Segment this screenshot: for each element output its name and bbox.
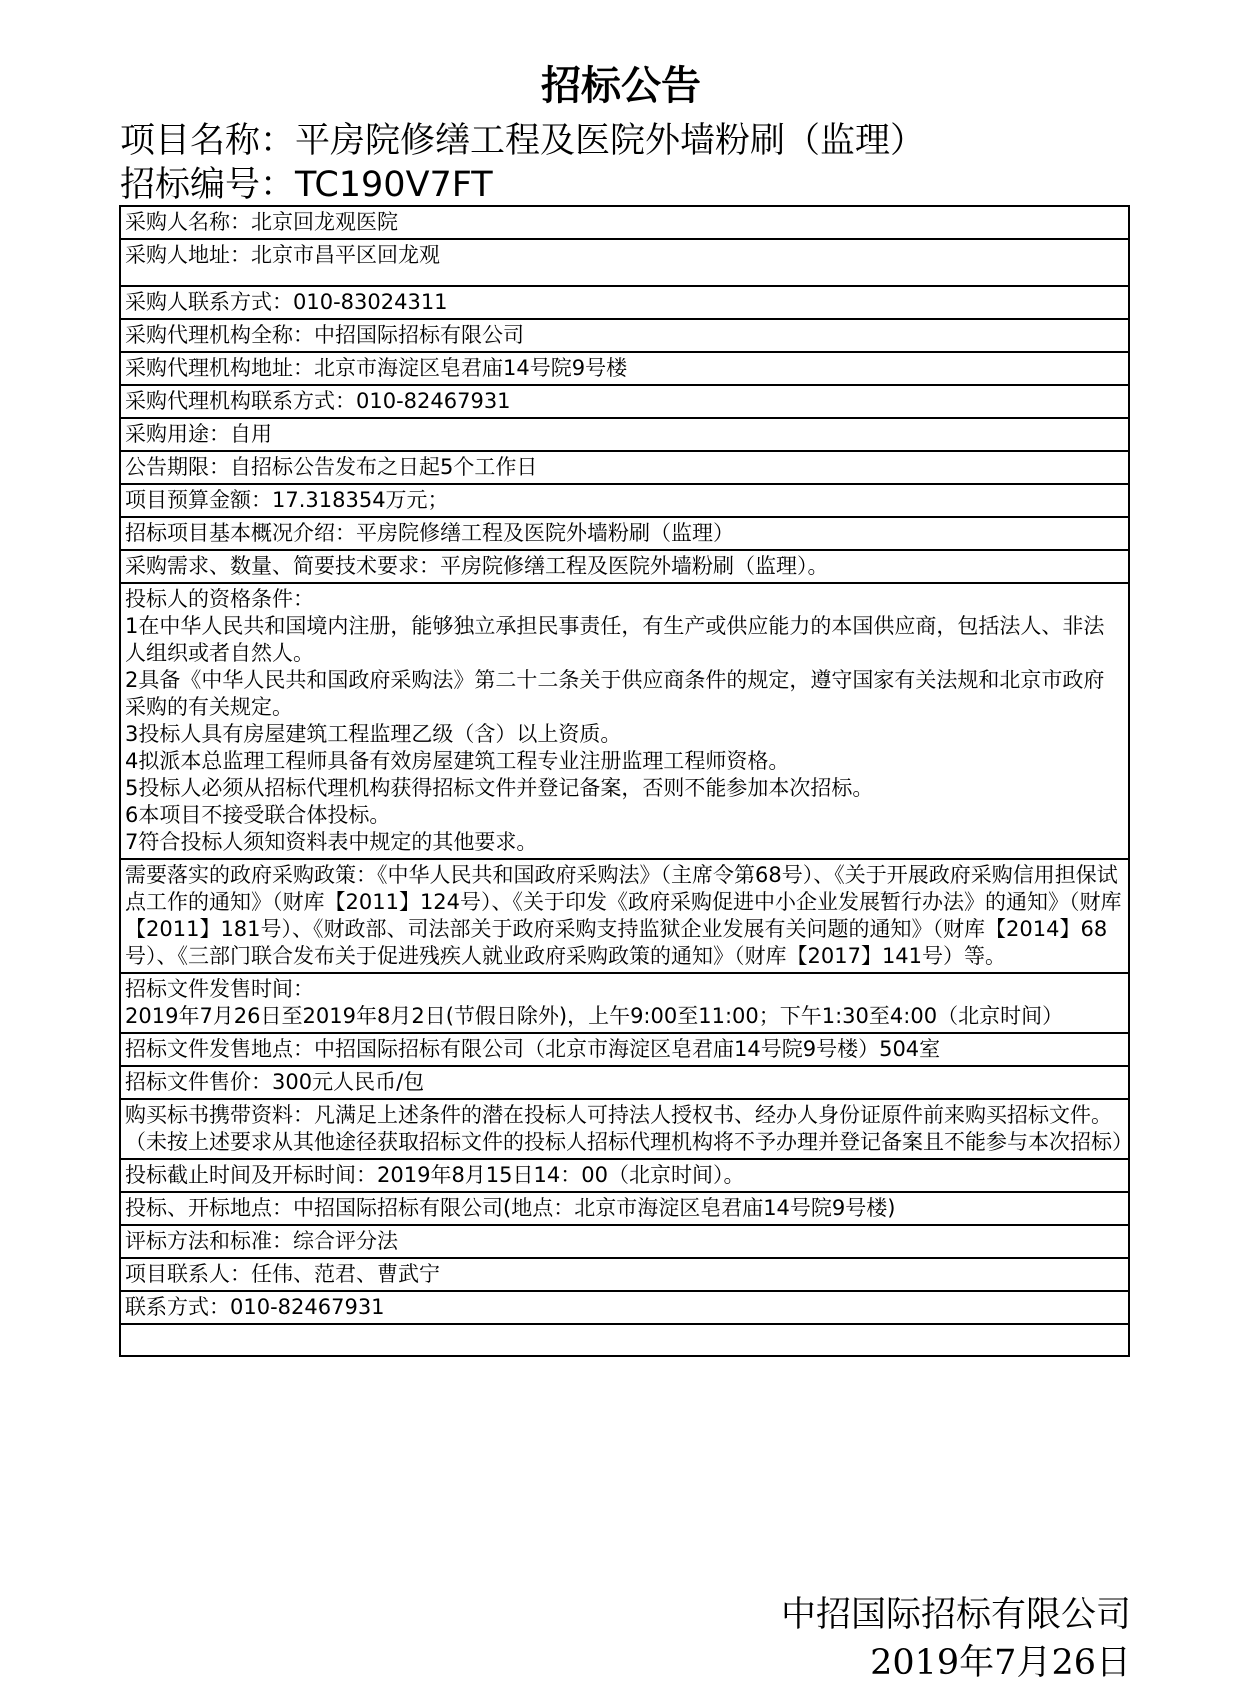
- row-agency-name: 采购代理机构全称：中招国际招标有限公司: [120, 319, 1129, 352]
- row-qualifications: 投标人的资格条件： 1在中华人民共和国境内注册，能够独立承担民事责任，有生产或供应能力的本国供应商，包括法人、非法人组织或者自然人。 2具备《中华人民共和国政府采购法》第二十二条关于供应商条件的规定，遵守国家有关法规和北京市政府采购的有关规定。 3投标人具有房屋建筑工程监理乙级（含）以上资质。 4拟派本总监理工程师具备有效房屋建筑工程专业注册监理工程师资格。 5投标人必须从招标代理机构获得招标文件并登记备案，否则不能参加本次招标。 6本项目不接受联合体投标。 7符合投标人须知资料表中规定的其他要求。: [120, 583, 1129, 859]
- row-empty: [120, 1324, 1129, 1356]
- table-row: [120, 1033, 1129, 1066]
- row-agency-contact: 采购代理机构联系方式：010-82467931: [120, 385, 1129, 418]
- row-policies: 需要落实的政府采购政策：《中华人民共和国政府采购法》（主席令第68号）、《关于开展政府采购信用担保试点工作的通知》（财库【2011】124号）、《关于印发《政府采购促进中小企业发展暂行办法》的通知》（财库【2011】181号）、《财政部、司法部关于政府采购支持监狱企业发展有关问题的通知》（财库【2014】68号）、《三部门联合发布关于促进残疾人就业政府采购政策的通知》（财库【2017】141号）等。: [120, 859, 1129, 973]
- table-row: [120, 239, 1129, 286]
- row-agency-address: 采购代理机构地址：北京市海淀区皂君庙14号院9号楼: [120, 352, 1129, 385]
- row-price: 招标文件售价：300元人民币/包: [120, 1066, 1129, 1099]
- row-sale-time: 招标文件发售时间： 2019年7月26日至2019年8月2日(节假日除外)，上午9:00至11:00；下午1:30至4:00（北京时间）: [120, 973, 1129, 1033]
- table-row: [120, 385, 1129, 418]
- table-row: [120, 550, 1129, 583]
- row-contact-phone: 联系方式：010-82467931: [120, 1291, 1129, 1324]
- issue-date: 2019年7月26日: [870, 1643, 1131, 1683]
- row-purpose: 采购用途：自用: [120, 418, 1129, 451]
- row-notice-period: 公告期限：自招标公告发布之日起5个工作日: [120, 451, 1129, 484]
- row-contact-persons: 项目联系人：任伟、范君、曹武宁: [120, 1258, 1129, 1291]
- row-requirements: 采购需求、数量、简要技术要求：平房院修缮工程及医院外墙粉刷（监理）。: [120, 550, 1129, 583]
- row-materials: 购买标书携带资料：凡满足上述条件的潜在投标人可持法人授权书、经办人身份证原件前来购买招标文件。（未按上述要求从其他途径获取招标文件的投标人招标代理机构将不予办理并登记备案且不能参与本次招标）: [120, 1099, 1129, 1159]
- table-row: [120, 1159, 1129, 1192]
- table-row: [120, 1225, 1129, 1258]
- document-title: 招标公告: [541, 63, 701, 109]
- table-row: [120, 1066, 1129, 1099]
- row-budget: 项目预算金额：17.318354万元；: [120, 484, 1129, 517]
- table-row: [120, 1099, 1129, 1159]
- table-row: [120, 859, 1129, 973]
- table-row: [120, 1192, 1129, 1225]
- table-row: [120, 1258, 1129, 1291]
- table-row: [120, 1324, 1129, 1356]
- row-overview: 招标项目基本概况介绍：平房院修缮工程及医院外墙粉刷（监理）: [120, 517, 1129, 550]
- table-row: [120, 319, 1129, 352]
- row-bid-location: 投标、开标地点：中招国际招标有限公司(地点：北京市海淀区皂君庙14号院9号楼): [120, 1192, 1129, 1225]
- row-sale-location: 招标文件发售地点：中招国际招标有限公司（北京市海淀区皂君庙14号院9号楼）504室: [120, 1033, 1129, 1066]
- table-row: [120, 583, 1129, 859]
- table-row: [120, 451, 1129, 484]
- row-purchaser-name: 采购人名称：北京回龙观医院: [120, 206, 1129, 239]
- table-row: [120, 352, 1129, 385]
- table-row: [120, 973, 1129, 1033]
- row-deadline: 投标截止时间及开标时间：2019年8月15日14：00（北京时间）。: [120, 1159, 1129, 1192]
- project-code: 招标编号：TC190V7FT: [120, 165, 493, 205]
- table-row: [120, 1291, 1129, 1324]
- table-row: [120, 517, 1129, 550]
- notice-table: [119, 205, 1133, 1357]
- table-row: [120, 286, 1129, 319]
- table-row: [120, 484, 1129, 517]
- row-purchaser-contact: 采购人联系方式：010-83024311: [120, 286, 1129, 319]
- table-row: [120, 418, 1129, 451]
- issuer-name: 中招国际招标有限公司: [780, 1595, 1131, 1635]
- table-row: [120, 206, 1129, 239]
- row-purchaser-address: 采购人地址：北京市昌平区回龙观: [120, 239, 1129, 286]
- project-name: 项目名称：平房院修缮工程及医院外墙粉刷（监理）: [120, 121, 926, 161]
- row-evaluation: 评标方法和标准：综合评分法: [120, 1225, 1129, 1258]
